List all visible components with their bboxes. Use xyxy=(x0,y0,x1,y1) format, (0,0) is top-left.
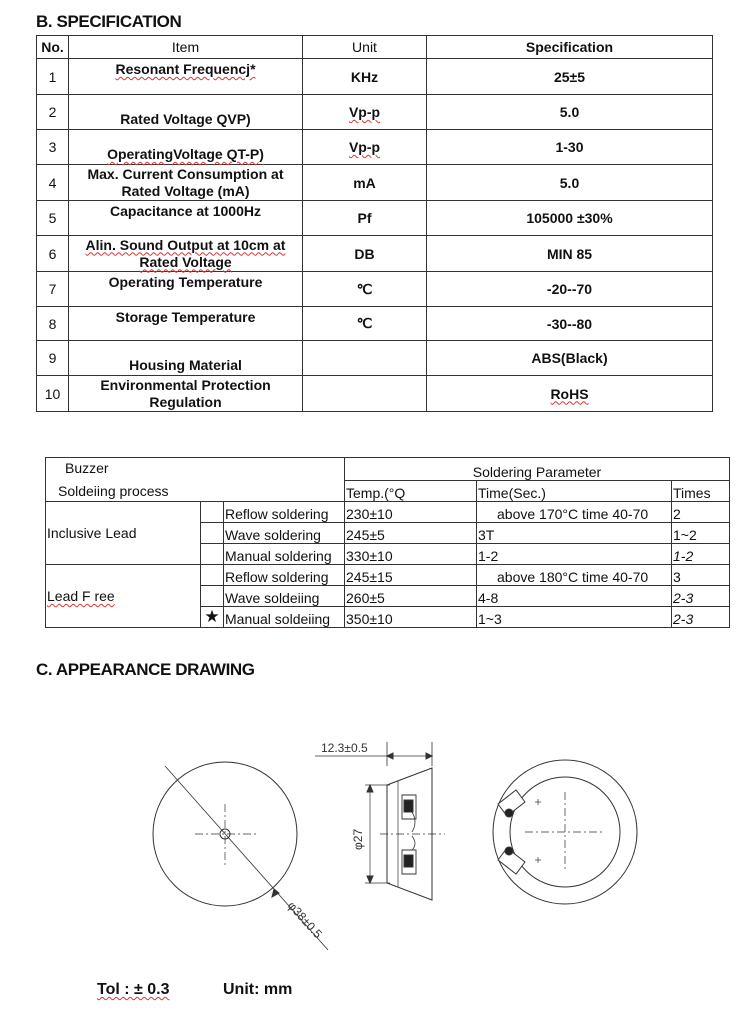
temp-cell: 260±5 xyxy=(345,586,477,607)
row-unit: KHz xyxy=(303,59,427,95)
row-no: 10 xyxy=(37,376,69,412)
time-cell: 3T xyxy=(477,523,672,544)
row-spec: MIN 85 xyxy=(427,236,713,272)
row-spec: 105000 ±30% xyxy=(427,201,713,236)
row-unit: mA xyxy=(303,165,427,201)
row-spec: 25±5 xyxy=(427,59,713,95)
process-text: Wave soldeiing xyxy=(225,590,320,606)
process-cell xyxy=(224,586,345,607)
times-cell: 3 xyxy=(672,565,730,586)
times-cell: 2 xyxy=(672,502,730,523)
row-no: 9 xyxy=(37,341,69,376)
table-row xyxy=(37,236,713,272)
appearance-drawing xyxy=(0,700,750,970)
group-lead-free xyxy=(46,565,201,628)
header-no: No. xyxy=(37,36,69,59)
row-unit xyxy=(303,130,427,165)
section-b-title: B. SPECIFICATION xyxy=(36,12,182,31)
col-time-header: Time(Sec.) xyxy=(477,481,672,502)
row-no: 2 xyxy=(37,95,69,130)
row-no: 3 xyxy=(37,130,69,165)
row-spec: 5.0 xyxy=(427,165,713,201)
row-item xyxy=(69,59,303,95)
times-cell: 1-2 xyxy=(672,544,730,565)
temp-cell: 245±15 xyxy=(345,565,477,586)
time-cell: above 170°C time 40-70 xyxy=(477,502,672,523)
row-item: Rated Voltage QVP) xyxy=(69,95,303,130)
row-no: 5 xyxy=(37,201,69,236)
col-times-header: Times xyxy=(672,481,730,502)
row-item-text: Resonant Frequencj* xyxy=(115,61,256,77)
group-inclusive-lead: Inclusive Lead xyxy=(46,502,201,565)
row-unit xyxy=(303,341,427,376)
row-item xyxy=(69,236,303,272)
table-row xyxy=(37,272,713,307)
corner-process: Soldeiing process xyxy=(58,483,169,499)
time-cell: above 180°C time 40-70 xyxy=(477,565,672,586)
table-row xyxy=(37,165,713,201)
row-spec: 5.0 xyxy=(427,95,713,130)
row-unit: ℃ xyxy=(303,307,427,341)
back-view-drawing xyxy=(493,760,637,904)
time-cell: 1-2 xyxy=(477,544,672,565)
process-cell: Manual soldering xyxy=(224,544,345,565)
marker-cell xyxy=(201,544,224,565)
row-spec: 1-30 xyxy=(427,130,713,165)
group-lead-free-text: Lead F ree xyxy=(47,588,115,604)
dim-height-label: φ27 xyxy=(351,828,365,850)
time-cell: 4-8 xyxy=(477,586,672,607)
row-no: 8 xyxy=(37,307,69,341)
header-unit: Unit xyxy=(303,36,427,59)
temp-cell: 230±10 xyxy=(345,502,477,523)
row-item: Capacitance at 1000Hz xyxy=(69,201,303,236)
table-row xyxy=(46,565,730,586)
marker-cell xyxy=(201,502,224,523)
process-cell: Reflow soldering xyxy=(224,565,345,586)
temp-cell: 330±10 xyxy=(345,544,477,565)
col-temp-header: Temp.(°Q xyxy=(345,481,477,502)
table-row xyxy=(37,307,713,341)
row-unit xyxy=(303,95,427,130)
row-item-text: Alin. Sound Output at 10cm at Rated Voltage xyxy=(85,236,286,270)
table-row xyxy=(37,341,713,376)
process-cell: Reflow soldering xyxy=(224,502,345,523)
process-text: Manual soldeiing xyxy=(225,611,331,627)
soldering-parameter-header: Soldering Parameter xyxy=(345,458,730,481)
section-c-title: C. APPEARANCE DRAWING xyxy=(36,660,255,679)
star-icon: ★ xyxy=(201,607,224,628)
side-view-drawing xyxy=(315,742,445,900)
times-cell: 1~2 xyxy=(672,523,730,544)
row-unit-text: Vp-p xyxy=(348,139,381,155)
table-row xyxy=(37,59,713,95)
row-unit: Pf xyxy=(303,201,427,236)
marker-cell xyxy=(201,586,224,607)
row-item: Storage Temperature xyxy=(69,307,303,341)
unit-label: Unit: mm xyxy=(223,981,293,998)
soldering-table xyxy=(45,457,730,628)
table-row xyxy=(37,95,713,130)
temp-cell: 245±5 xyxy=(345,523,477,544)
time-cell: 1~3 xyxy=(477,607,672,628)
row-unit-text: Vp-p xyxy=(348,104,381,120)
table-row xyxy=(37,130,713,165)
marker-cell xyxy=(201,523,224,544)
row-unit: DB xyxy=(303,236,427,272)
tolerance-text: Tol : ± 0.3 xyxy=(97,981,170,998)
header-item: Item xyxy=(69,36,303,59)
row-no: 4 xyxy=(37,165,69,201)
marker-cell xyxy=(201,565,224,586)
row-unit: ℃ xyxy=(303,272,427,307)
table-row xyxy=(46,502,730,523)
row-no: 6 xyxy=(37,236,69,272)
row-item: Housing Material xyxy=(69,341,303,376)
row-item xyxy=(69,130,303,165)
corner-buzzer: Buzzer xyxy=(65,460,109,476)
row-no: 1 xyxy=(37,59,69,95)
row-spec: ABS(Black) xyxy=(427,341,713,376)
times-cell: 2-3 xyxy=(672,607,730,628)
times-cell: 2-3 xyxy=(672,586,730,607)
specification-table xyxy=(36,35,713,412)
table-row xyxy=(37,376,713,412)
row-item: Max. Current Consumption at Rated Voltage (mA) xyxy=(69,165,303,201)
tolerance-label xyxy=(97,981,170,999)
row-item: Operating Temperature xyxy=(69,272,303,307)
dim-width-label: 12.3±0.5 xyxy=(321,741,368,755)
row-no: 7 xyxy=(37,272,69,307)
dim-diameter-label: φ38±0.5 xyxy=(284,898,325,942)
row-spec: -30--80 xyxy=(427,307,713,341)
solder-corner-cell xyxy=(46,458,345,502)
process-cell: Wave soldering xyxy=(224,523,345,544)
row-item-text: OperatingVoltage QT-P) xyxy=(107,146,264,162)
row-spec xyxy=(427,376,713,412)
row-unit xyxy=(303,376,427,412)
process-cell xyxy=(224,607,345,628)
row-item: Environmental Protection Regulation xyxy=(69,376,303,412)
row-spec: -20--70 xyxy=(427,272,713,307)
table-row xyxy=(37,201,713,236)
temp-cell: 350±10 xyxy=(345,607,477,628)
header-spec: Specification xyxy=(427,36,713,59)
spec-header-row xyxy=(37,36,713,59)
row-spec-text: RoHS xyxy=(550,385,589,402)
